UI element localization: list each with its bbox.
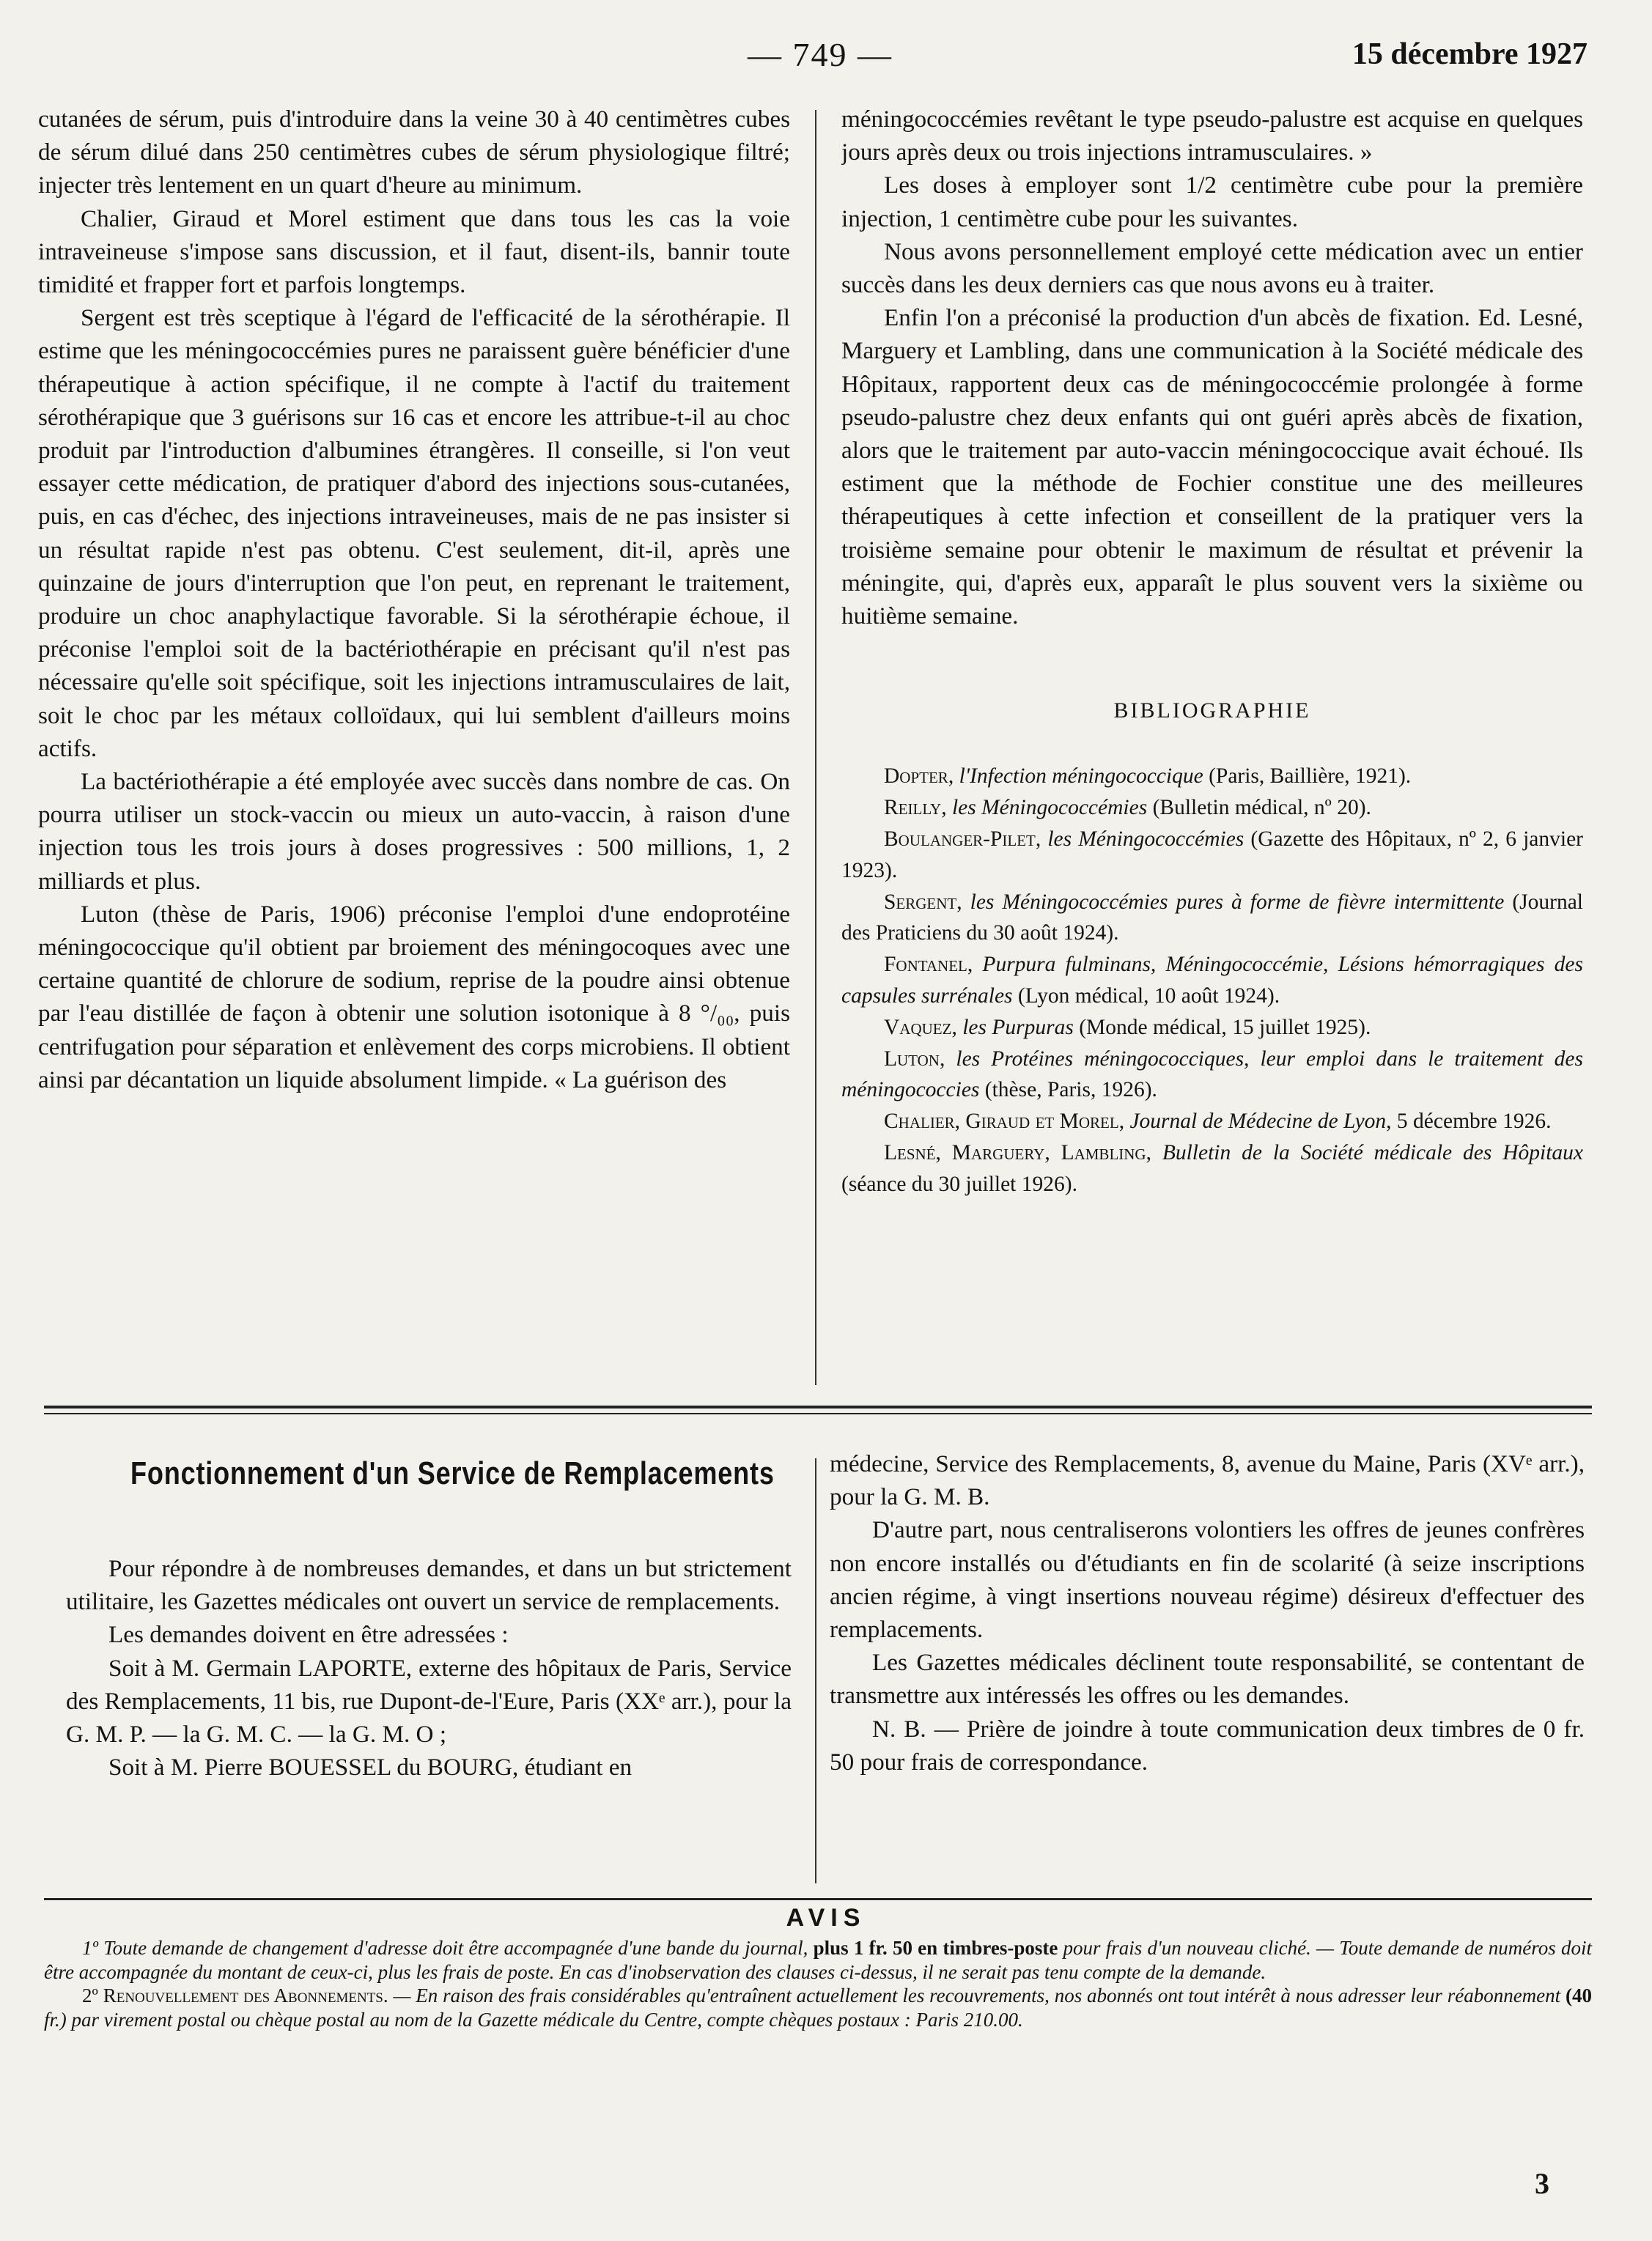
page-header: [0, 0, 1652, 95]
avis-label: 2º Renouvellement des Abonnements.: [82, 1985, 388, 2006]
avis-text: pour frais d'un nouveau cliché. — Toute demande de numéros doit être accompagnée du montant de ceux-ci, plus les frais de poste. En cas d'inobservation des clauses ci-dessus, il ne serait pas tenu compte de la demande.: [44, 1937, 1592, 1983]
bibliography-title: Purpura fulminans, Méningococcémie, Lésions hémorragiques des capsules surrénales: [841, 953, 1583, 1008]
bibliography-title: Bulletin de la Société médicale des Hôpitaux: [1162, 1141, 1583, 1165]
bibliography-title: les Purpuras: [962, 1015, 1074, 1039]
section-title: Fonctionnement d'un Service de Remplacements: [130, 1455, 775, 1491]
bibliography-author: Reilly: [884, 796, 942, 820]
bibliography-author: Vaquez: [884, 1015, 952, 1039]
bibliography-entry: Boulanger-Pilet, les Méningococcémies (Gazette des Hôpitaux, nº 2, 6 janvier 1923).: [841, 827, 1583, 882]
paragraph: Enfin l'on a préconisé la production d'un abcès de fixation. Ed. Lesné, Marguery et Lambling, dans une communication à la Société médicale des Hôpitaux, rapportent deux cas de méningococcémie prolongée à forme pseudo-palustre chez deux enfants qui ont guéri après abcès de fixation, alors que le traitement par auto-vaccin méningococcique avait échoué. Ils estiment que la méthode de Fochier constitue une des meilleures thérapeutiques à cette infection et conseillent de la pratiquer vers la troisième semaine pour obtenir le maximum de résultat et prévenir la méningite, qui, d'après eux, apparaît le plus souvent vers la sixième ou huitième semaine.: [841, 304, 1583, 630]
paragraph: Luton (thèse de Paris, 1906) préconise l'emploi d'une endoprotéine méningococcique qu'il obtient par broiement des méningocoques avec une certaine quantité de chlorure de sodium, reprise de la poudre ainsi obtenue par l'eau distillée de façon à obtenir une solution isotonique à 8 °/₀₀, puis centrifugation pour séparation et enlèvement des corps microbiens. Il obtient ainsi par décantation un liquide absolument limpide. « La guérison des: [38, 900, 790, 1093]
folio-number: 3: [1535, 2167, 1549, 2200]
avis-emphasis: (40: [1566, 1985, 1592, 2006]
bibliography-title: les Méningococcémies: [1047, 827, 1244, 852]
bibliography-author: Dopter: [884, 764, 948, 789]
bibliography-author: Luton: [884, 1046, 940, 1071]
paragraph: Les demandes doivent en être adressées :: [108, 1621, 509, 1649]
bibliography-details: (Lyon médical, 10 août 1924).: [1012, 984, 1280, 1008]
page-number: — 749 —: [748, 36, 893, 73]
paragraph: médecine, Service des Remplacements, 8, avenue du Maine, Paris (XVᵉ arr.), pour la G. M. B.: [830, 1450, 1585, 1511]
bibliography-author: Lesné, Marguery, Lambling: [884, 1141, 1146, 1165]
bibliography-author: Sergent: [884, 890, 957, 914]
bibliography-entry: Sergent, les Méningococcémies pures à forme de fièvre intermittente (Journal des Praticiens du 30 août 1924).: [841, 890, 1583, 945]
bibliography-entry: Fontanel, Purpura fulminans, Méningococcémie, Lésions hémorragiques des capsules surrénales (Lyon médical, 10 août 1924).: [841, 953, 1583, 1008]
bibliography-details: (séance du 30 juillet 1926).: [841, 1172, 1077, 1196]
bibliography-details: (Paris, Baillière, 1921).: [1203, 764, 1412, 789]
bibliography-details: (thèse, Paris, 1926).: [979, 1078, 1157, 1102]
article-column-left: [38, 103, 790, 1378]
avis-paragraph-2: [44, 1984, 1592, 2031]
bibliography-title: l'Infection méningococcique: [959, 764, 1203, 789]
column-divider: [815, 1458, 816, 1883]
bibliography-title: Journal de Médecine de Lyon: [1129, 1110, 1387, 1134]
bibliography-list: [841, 761, 1583, 1200]
section-separator: [44, 1406, 1592, 1414]
bibliography-details: (Journal des Praticiens du 30 août 1924).: [841, 890, 1583, 945]
bibliography-entry: Reilly, les Méningococcémies (Bulletin médical, nº 20).: [884, 796, 1371, 820]
column-divider: [815, 110, 816, 1385]
bibliography-title: les Protéines méningococciques, leur emploi dans le traitement des méningococcies: [841, 1046, 1583, 1102]
article-column-right: [841, 103, 1583, 1378]
avis-text: 1º Toute demande de changement d'adresse doit être accompagnée d'une bande du journal,: [82, 1937, 814, 1959]
notice-column-right: [830, 1447, 1585, 1887]
bibliography-details: (Monde médical, 15 juillet 1925).: [1073, 1015, 1371, 1039]
bibliography-entry: Vaquez, les Purpuras (Monde médical, 15 juillet 1925).: [884, 1015, 1371, 1039]
avis-text: fr.) par virement postal ou chèque postal au nom de la Gazette médicale du Centre, compte chèques postaux : Paris 210.00.: [44, 2008, 1023, 2031]
bibliography-heading: BIBLIOGRAPHIE: [1113, 698, 1311, 723]
paragraph: cutanées de sérum, puis d'introduire dans la veine 30 à 40 centimètres cubes de sérum dilué dans 250 centimètres cubes de sérum physiologique filtré; injecter très lentement en un quart d'heure au minimum.: [38, 106, 790, 199]
bibliography-entry: Chalier, Giraud et Morel, Journal de Médecine de Lyon, 5 décembre 1926.: [884, 1110, 1552, 1134]
avis-text: — En raison des frais considérables qu'entraînent actuellement les recouvrements, nos abonnés ont tout intérêt à nous adresser leur réabonnement: [388, 1985, 1566, 2006]
paragraph: Pour répondre à de nombreuses demandes, et dans un but strictement utilitaire, les Gazettes médicales ont ouvert un service de remplacements.: [66, 1555, 792, 1616]
avis-body: [44, 1936, 1592, 2031]
bibliography-details: (Gazette des Hôpitaux, nº 2, 6 janvier 1923).: [841, 827, 1583, 882]
notice-column-left: [66, 1552, 792, 1875]
paragraph: N. B. — Prière de joindre à toute communication deux timbres de 0 fr. 50 pour frais de correspondance.: [830, 1715, 1585, 1776]
bibliography-title: les Méningococcémies pures à forme de fièvre intermittente: [970, 890, 1505, 914]
paragraph: Chalier, Giraud et Morel estiment que dans tous les cas la voie intraveineuse s'impose sans discussion, et il faut, disent-ils, bannir toute timidité et frapper fort et parfois longtemps.: [38, 204, 790, 299]
paragraph: méningococcémies revêtant le type pseudo-palustre est acquise en quelques jours après deux ou trois injections intramusculaires. »: [841, 106, 1583, 166]
bibliography-author: Chalier, Giraud et Morel: [884, 1110, 1119, 1134]
bibliography-title: les Méningococcémies: [951, 796, 1148, 820]
bibliography-entry: Luton, les Protéines méningococciques, leur emploi dans le traitement des méningococcies (thèse, Paris, 1926).: [841, 1046, 1583, 1102]
bibliography-author: Boulanger-Pilet: [884, 827, 1036, 852]
bibliography-details: (Bulletin médical, nº 20).: [1147, 796, 1371, 820]
issue-date: 15 décembre 1927: [1352, 37, 1588, 71]
paragraph: La bactériothérapie a été employée avec succès dans nombre de cas. On pourra utiliser un stock-vaccin ou mieux un auto-vaccin, à raison d'une injection tous les trois jours à doses progressives : 500 millions, 1, 2 milliards et plus.: [38, 768, 790, 895]
paragraph: Sergent est très sceptique à l'égard de l'efficacité de la sérothérapie. Il estime que les méningococcémies pures ne paraissent guère bénéficier d'une thérapeutique à action spécifique, il ne compte à l'actif du traitement sérothérapique que 3 guérisons sur 16 cas et encore les attribue-t-il au choc produit par l'introduction d'albumines étrangères. Il conseille, si l'on veut essayer cette médication, de pratiquer d'abord des injections sous-cutanées, puis, en cas d'échec, des injections intraveineuses, mais de ne pas insister si un résultat rapide n'est pas obtenu. C'est seulement, dit-il, après une quinzaine de jours d'interruption que l'on peut, en reprenant le traitement, produire un choc anaphylactique favorable. Si la sérothérapie échoue, il préconise l'emploi soit de la bactériothérapie en précisant qu'il n'est pas nécessaire qu'elle soit spécifique, soit les injections intramusculaires de lait, soit le choc par les métaux colloïdaux, qui lui semblent d'ailleurs moins actifs.: [38, 304, 790, 762]
paragraph: D'autre part, nous centraliserons volontiers les offres de jeunes confrères non encore installés ou d'étudiants en fin de scolarité (à seize inscriptions ancien régime, à vingt insertions nouveau régime) désireux d'effectuer des remplacements.: [830, 1516, 1585, 1644]
bibliography-details: , 5 décembre 1926.: [1386, 1110, 1552, 1134]
avis-title: AVIS: [786, 1904, 866, 1932]
avis-paragraph-1: [44, 1936, 1592, 1984]
avis-rule: [44, 1898, 1592, 1900]
paragraph: Nous avons personnellement employé cette médication avec un entier succès dans les deux derniers cas que nous avons eu à traiter.: [841, 237, 1583, 299]
paragraph: Les Gazettes médicales déclinent toute responsabilité, se contentant de transmettre aux intéressés les offres ou les demandes.: [830, 1649, 1585, 1710]
bibliography-entry: Dopter, l'Infection méningococcique (Paris, Baillière, 1921).: [884, 764, 1412, 789]
avis-emphasis: plus 1 fr. 50 en timbres-poste: [813, 1937, 1058, 1959]
paragraph: Les doses à employer sont 1/2 centimètre cube pour la première injection, 1 centimètre cube pour les suivantes.: [841, 171, 1583, 232]
paragraph: Soit à M. Germain LAPORTE, externe des hôpitaux de Paris, Service des Remplacements, 11 bis, rue Dupont-de-l'Eure, Paris (XXᵉ arr.), pour la G. M. P. — la G. M. C. — la G. M. O ;: [66, 1654, 792, 1749]
paragraph: Soit à M. Pierre BOUESSEL du BOURG, étudiant en: [108, 1754, 633, 1782]
bibliography-author: Fontanel: [884, 953, 967, 977]
bibliography-entry: Lesné, Marguery, Lambling, Bulletin de la Société médicale des Hôpitaux (séance du 30 juillet 1926).: [841, 1141, 1583, 1196]
